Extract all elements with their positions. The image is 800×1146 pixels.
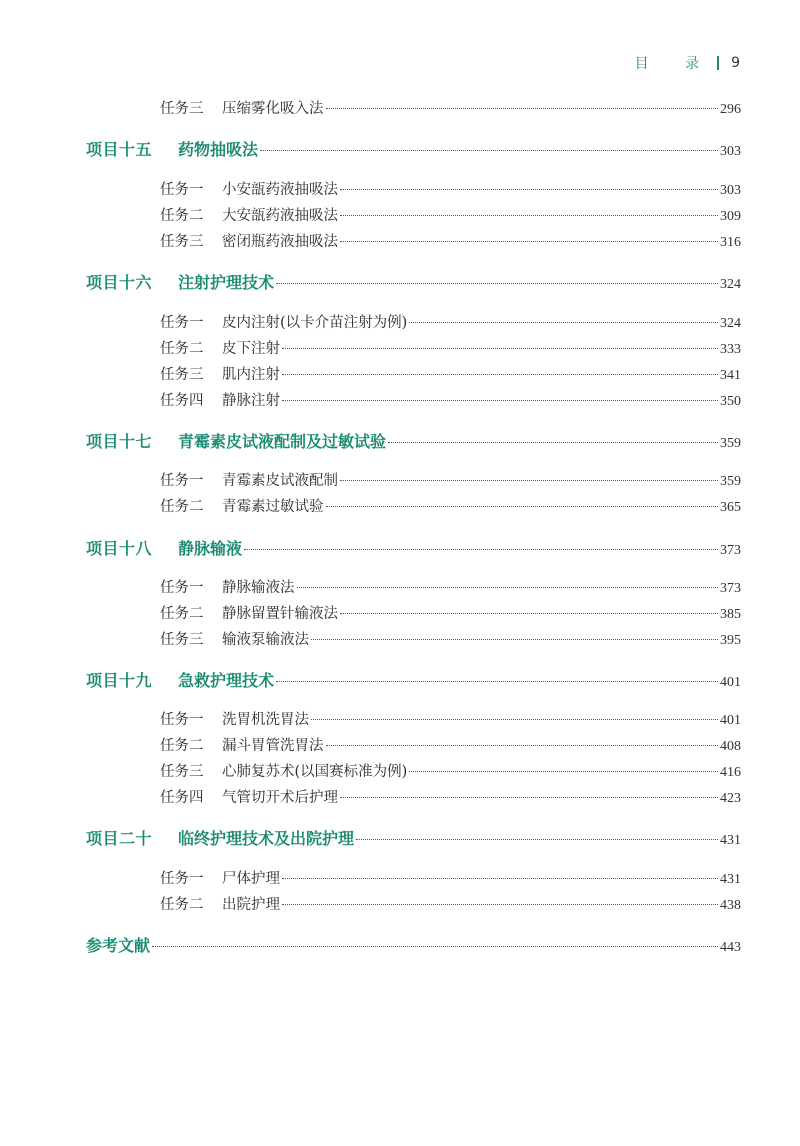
toc-task-entry[interactable] (160, 628, 741, 649)
entry-number: 任务二 (160, 208, 204, 224)
toc-project-entry[interactable] (86, 668, 741, 691)
entry-page-number: 438 (720, 898, 741, 913)
dot-leader (282, 399, 718, 401)
entry-number: 任务二 (160, 897, 204, 913)
entry-title: 密闭瓶药液抽吸法 (222, 234, 338, 250)
toc-task-entry[interactable] (160, 893, 741, 914)
entry-page-number: 408 (720, 739, 741, 754)
entry-number: 任务三 (160, 234, 204, 250)
toc-task-entry[interactable] (160, 337, 741, 358)
entry-number: 项目二十 (86, 829, 153, 848)
entry-number: 任务二 (160, 341, 204, 357)
entry-number: 项目十七 (86, 432, 153, 451)
entry-page-number: 316 (720, 235, 741, 250)
toc-task-entry[interactable] (160, 734, 741, 755)
dot-leader (244, 548, 718, 550)
entry-page-number: 333 (720, 342, 741, 357)
entry-number: 任务一 (160, 473, 204, 489)
entry-page-number: 341 (720, 368, 741, 383)
entry-page-number: 296 (720, 102, 741, 117)
entry-page-number: 431 (720, 872, 741, 887)
entry-page-number: 309 (720, 209, 741, 224)
dot-leader (282, 347, 718, 349)
entry-number: 任务二 (160, 606, 204, 622)
toc-task-entry[interactable] (160, 230, 741, 251)
entry-number: 任务二 (160, 499, 204, 515)
toc-project-entry[interactable] (86, 429, 741, 452)
entry-page-number: 431 (720, 833, 741, 848)
entry-page-number: 416 (720, 765, 741, 780)
entry-number: 任务三 (160, 367, 204, 383)
entry-page-number: 443 (720, 940, 741, 955)
dot-leader (340, 479, 718, 481)
dot-leader (326, 505, 719, 507)
dot-leader (276, 282, 718, 284)
entry-title: 静脉输液法 (222, 580, 295, 596)
entry-title: 青霉素皮试液配制及过敏试验 (178, 432, 387, 451)
entry-page-number: 385 (720, 607, 741, 622)
header-title: 目 录 (634, 56, 716, 72)
toc-task-entry[interactable] (160, 760, 741, 781)
entry-number: 任务一 (160, 315, 204, 331)
entry-page-number: 350 (720, 394, 741, 409)
dot-leader (340, 240, 718, 242)
toc-task-entry[interactable] (160, 178, 741, 199)
entry-title: 静脉留置针输液法 (222, 606, 338, 622)
entry-number: 任务三 (160, 101, 204, 117)
entry-number: 项目十六 (86, 273, 153, 292)
toc-task-entry[interactable] (160, 389, 741, 410)
entry-number: 任务四 (160, 393, 204, 409)
entry-title: 出院护理 (222, 897, 280, 913)
dot-leader (409, 770, 718, 772)
dot-leader (409, 321, 718, 323)
toc-task-entry[interactable] (160, 708, 741, 729)
entry-title: 输液泵输液法 (222, 632, 309, 648)
dot-leader (340, 612, 718, 614)
toc-task-entry[interactable] (160, 311, 741, 332)
entry-number: 项目十八 (86, 539, 153, 558)
toc-project-entry[interactable] (86, 536, 741, 559)
entry-page-number: 303 (720, 144, 741, 159)
dot-leader (297, 586, 719, 588)
toc-task-entry[interactable] (160, 867, 741, 888)
entry-number: 任务四 (160, 790, 204, 806)
dot-leader (260, 149, 718, 151)
entry-page-number: 423 (720, 791, 741, 806)
entry-title: 青霉素皮试液配制 (222, 473, 338, 489)
dot-leader (152, 945, 718, 947)
entry-number: 项目十九 (86, 671, 153, 690)
dot-leader (356, 838, 718, 840)
dot-leader (340, 188, 718, 190)
dot-leader (311, 718, 718, 720)
dot-leader (282, 373, 718, 375)
toc-project-entry[interactable] (86, 933, 741, 956)
entry-page-number: 401 (720, 675, 741, 690)
dot-leader (340, 214, 718, 216)
entry-number: 项目十五 (86, 140, 153, 159)
entry-title: 静脉注射 (222, 393, 280, 409)
entry-number: 任务一 (160, 580, 204, 596)
entry-number: 任务二 (160, 738, 204, 754)
entry-title: 静脉输液 (178, 539, 243, 558)
dot-leader (311, 638, 718, 640)
toc-task-entry[interactable] (160, 602, 741, 623)
toc-task-entry[interactable] (160, 204, 741, 225)
header-divider (717, 56, 719, 70)
entry-number: 任务三 (160, 632, 204, 648)
entry-page-number: 303 (720, 183, 741, 198)
toc-task-entry[interactable] (160, 786, 741, 807)
dot-leader (276, 680, 718, 682)
toc-project-entry[interactable] (86, 137, 741, 160)
toc-project-entry[interactable] (86, 826, 741, 849)
entry-title: 漏斗胃管洗胃法 (222, 738, 324, 754)
entry-page-number: 395 (720, 633, 741, 648)
header-page-number: 9 (731, 55, 740, 71)
entry-title: 皮内注射(以卡介苗注射为例) (222, 315, 408, 331)
toc-task-entry[interactable] (160, 495, 741, 516)
entry-title: 尸体护理 (222, 871, 280, 887)
dot-leader (326, 744, 719, 746)
dot-leader (282, 877, 718, 879)
dot-leader (282, 903, 718, 905)
entry-page-number: 373 (720, 543, 741, 558)
dot-leader (326, 107, 719, 109)
entry-title: 压缩雾化吸入法 (222, 101, 324, 117)
running-header (635, 53, 740, 73)
entry-title: 大安瓿药液抽吸法 (222, 208, 338, 224)
toc-task-entry[interactable] (160, 97, 741, 118)
entry-title: 心肺复苏术(以国赛标准为例) (222, 764, 408, 780)
entry-page-number: 324 (720, 277, 741, 292)
entry-page-number: 324 (720, 316, 741, 331)
entry-number: 任务一 (160, 871, 204, 887)
entry-title: 注射护理技术 (178, 273, 275, 292)
entry-title: 肌内注射 (222, 367, 280, 383)
entry-title: 皮下注射 (222, 341, 280, 357)
entry-title: 临终护理技术及出院护理 (178, 829, 355, 848)
entry-title: 参考文献 (86, 936, 151, 955)
entry-page-number: 359 (720, 436, 741, 451)
entry-number: 任务三 (160, 764, 204, 780)
toc-task-entry[interactable] (160, 576, 741, 597)
entry-title: 药物抽吸法 (178, 140, 259, 159)
entry-title: 小安瓿药液抽吸法 (222, 182, 338, 198)
entry-number: 任务一 (160, 182, 204, 198)
entry-title: 急救护理技术 (178, 671, 275, 690)
entry-page-number: 373 (720, 581, 741, 596)
entry-page-number: 359 (720, 474, 741, 489)
entry-title: 青霉素过敏试验 (222, 499, 324, 515)
dot-leader (388, 441, 718, 443)
entry-page-number: 401 (720, 713, 741, 728)
entry-page-number: 365 (720, 500, 741, 515)
dot-leader (340, 796, 718, 798)
entry-title: 洗胃机洗胃法 (222, 712, 309, 728)
toc-task-entry[interactable] (160, 469, 741, 490)
entry-number: 任务一 (160, 712, 204, 728)
toc-task-entry[interactable] (160, 363, 741, 384)
entry-title: 气管切开术后护理 (222, 790, 338, 806)
toc-project-entry[interactable] (86, 270, 741, 293)
